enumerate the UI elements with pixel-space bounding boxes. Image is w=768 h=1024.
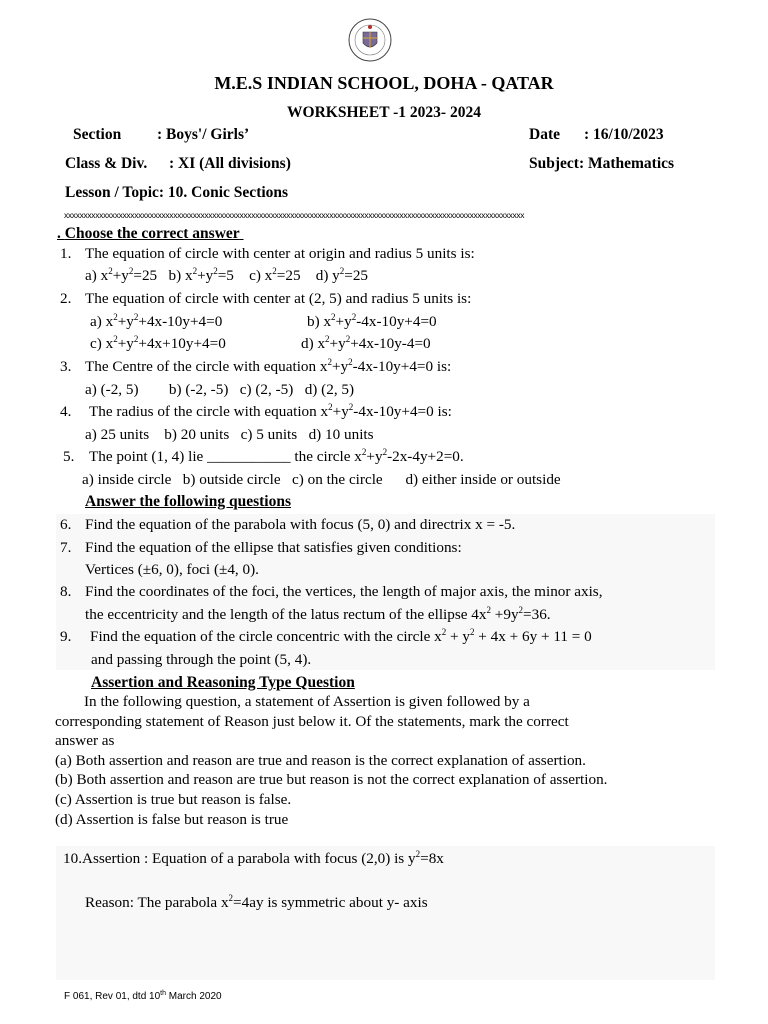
subject: Subject: Mathematics [529,155,675,172]
assertion-option-b: (b) Both assertion and reason are true but reason is not the correct explanation of assertion. [55,771,608,788]
q8-text: Find the coordinates of the foci, the vertices, the length of major axis, the minor axis, [85,583,603,600]
class-label: Class & Div. [65,155,148,172]
date-label: Date [529,126,560,143]
assertion-intro-line1: In the following question, a statement of Assertion is given followed by a [84,693,530,710]
q4-number: 4. [60,403,72,420]
q6-number: 6. [60,516,72,533]
q6-text: Find the equation of the parabola with focus (5, 0) and directrix x = -5. [85,516,516,533]
school-logo [348,18,392,62]
q7-number: 7. [60,539,72,556]
mcq-heading: . Choose the correct answer [57,225,240,242]
assertion-option-c: (c) Assertion is true but reason is false. [55,791,292,808]
q9-text-continued: and passing through the point (5, 4). [91,651,312,668]
q2-option-b: b) $x^2+y^2-4x-10y+4=0$ [307,312,437,330]
form-footer: F 061, Rev 01, dtd 10th March 2020 [64,990,222,1002]
q1-text: The equation of circle with center at origin and radius 5 units is: [85,245,475,262]
q1-number: 1. [60,245,72,262]
q3-number: 3. [60,358,72,375]
section-label: Section [73,126,122,143]
q5-options: a) inside circle b) outside circle c) on the circle d) either inside or outside [82,471,561,488]
q2-text: The equation of circle with center at (2, 5) and radius 5 units is: [85,290,472,307]
class-value: : XI (All divisions) [169,155,291,172]
q9-text: Find the equation of the circle concentric with the circle $x^2 + y^2 + 4x + 6y + 11 = 0$ [90,627,592,645]
assertion-heading: Assertion and Reasoning Type Question [91,674,355,691]
q2-number: 2. [60,290,72,307]
q5-number: 5. [63,448,75,465]
section-value: : Boys'/ Girls’ [157,126,250,143]
answer-heading: Answer the following questions [85,493,291,510]
school-name: M.E.S INDIAN SCHOOL, DOHA - QATAR [214,73,554,93]
assertion-intro-line2: corresponding statement of Reason just below it. Of the statements, mark the correct [55,713,569,730]
q8-number: 8. [60,583,72,600]
q5-text: The point (1, 4) lie ___________ the circle $x^2+y^2-2x-4y+2=0$. [89,447,464,465]
q9-number: 9. [60,628,72,645]
q2-option-d: d) $x^2+y^2+4x-10y-4=0$ [301,334,431,352]
assertion-option-d: (d) Assertion is false but reason is true [55,811,289,828]
q7-conditions: Vertices (±6, 0), foci (±4, 0). [85,561,259,578]
assertion-intro-line3: answer as [55,732,115,749]
q3-text: The Centre of the circle with equation $x^2+y^2-4x-10y+4=0$ is: [85,357,452,375]
q3-options: a) (-2, 5) b) (-2, -5) c) (2, -5) d) (2, 5) [85,381,355,398]
q2-option-a: a) $x^2+y^2+4x-10y+4=0$ [90,312,223,330]
q2-option-c: c) $x^2+y^2+4x+10y+4=0$ [90,334,226,352]
separator-line: xxxxxxxxxxxxxxxxxxxxxxxxxxxxxxxxxxxxxxxxxxxxxxxxxxxxxxxxxxxxxxxxxxxxxxxxxxxxxxxxxxxxxxxxxxxxxxxxxxxxxxxxxxxxxxxxxxxxxx [64,210,525,220]
q10-assertion: 10.Assertion : Equation of a parabola with focus (2,0) is $y^2=8x$ [63,849,444,867]
q4-options: a) 25 units b) 20 units c) 5 units d) 10 units [85,426,374,443]
date-value: : 16/10/2023 [584,126,664,143]
q4-text: The radius of the circle with equation $x^2+y^2-4x-10y+4=0$ is: [89,402,452,420]
worksheet-title: WORKSHEET -1 2023- 2024 [287,104,481,121]
assertion-option-a: (a) Both assertion and reason are true and reason is the correct explanation of assertion. [55,752,586,769]
lesson-topic: Lesson / Topic: 10. Conic Sections [65,184,289,201]
q1-options: a) $x^2+y^2=25$ b) $x^2+y^2=5$ c) $x^2=25$ d) $y^2=25$ [85,266,369,284]
q7-text: Find the equation of the ellipse that satisfies given conditions: [85,539,462,556]
q10-reason: Reason: The parabola $x^2=4ay$ is symmetric about y- axis [85,893,428,911]
q8-text-continued: the eccentricity and the length of the latus rectum of the ellipse $4x^2 +9y^2=36$. [85,605,551,623]
